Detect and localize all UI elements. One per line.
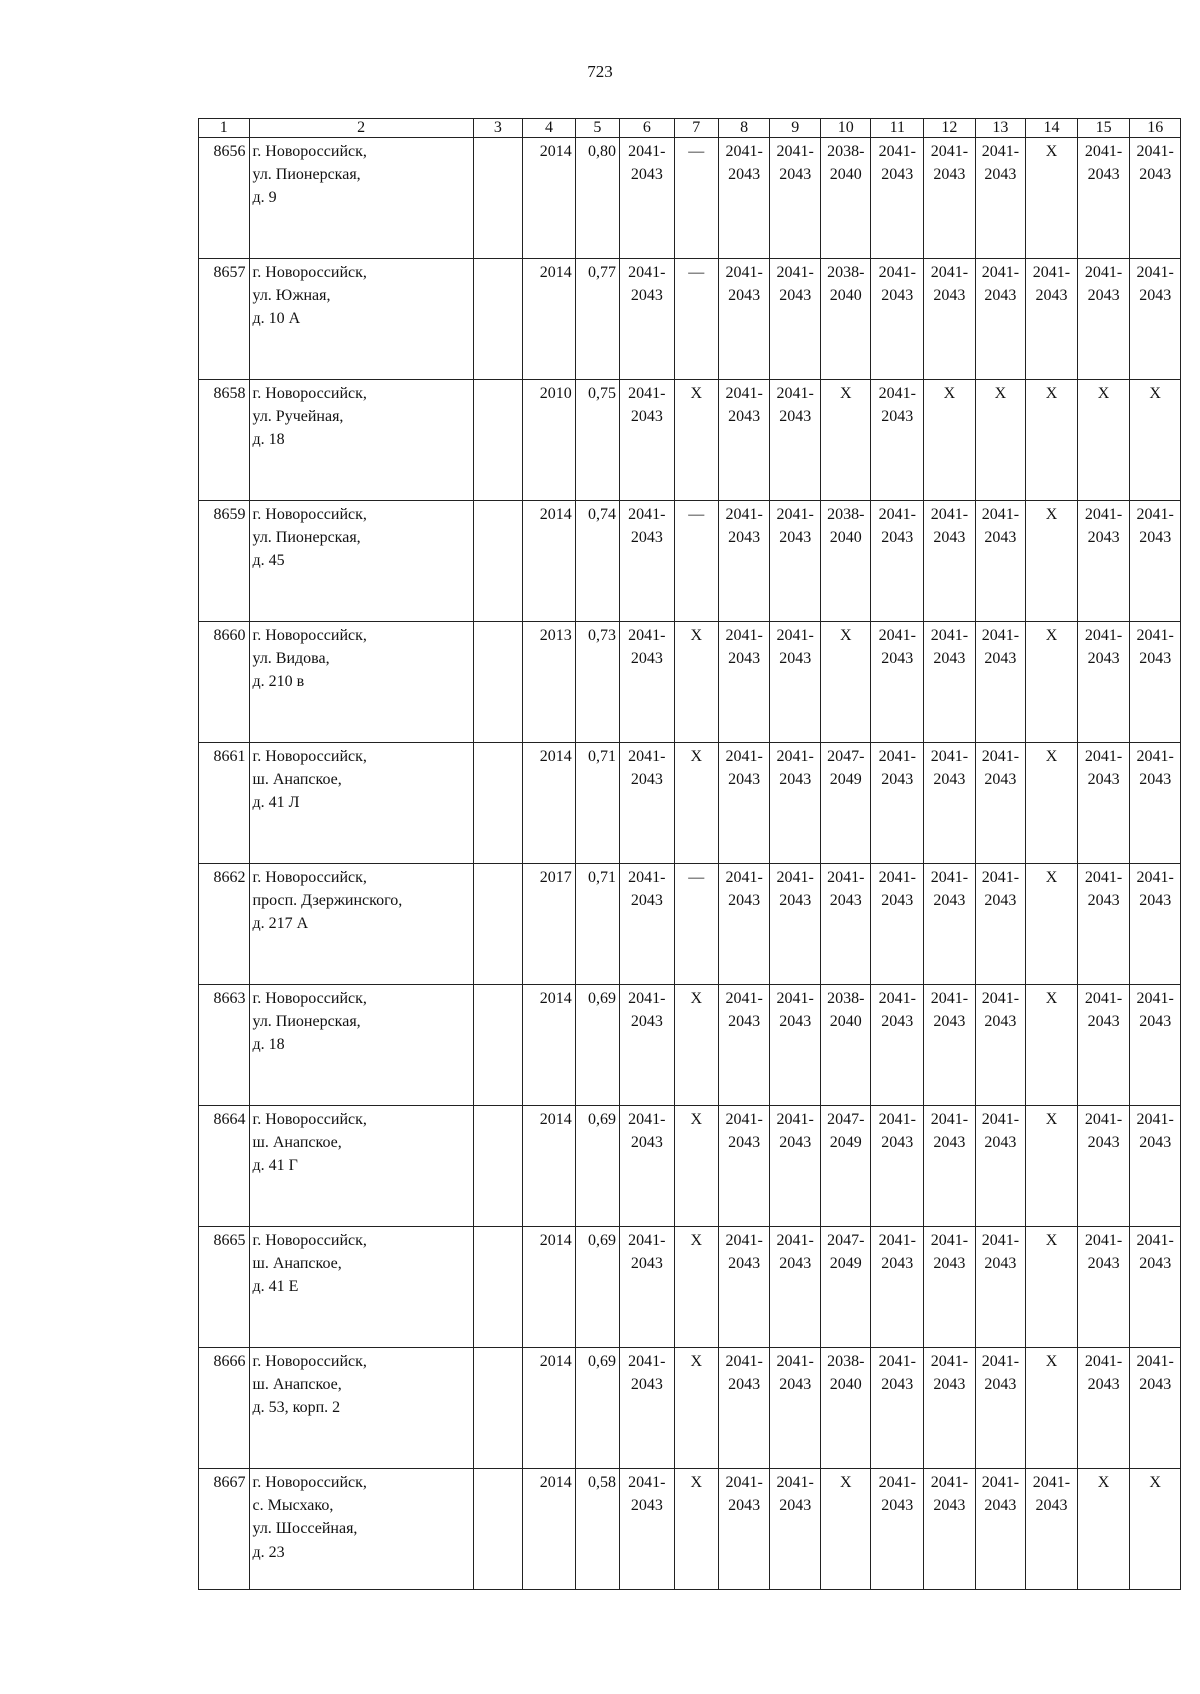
period-cell: 2041- 2043 [975,743,1026,864]
address-line: г. Новороссийск, [252,264,367,281]
period-cell: 2041- 2043 [770,1348,821,1469]
year-cell: 2014 [523,501,576,622]
value-cell: X [820,1469,871,1590]
value-cell [473,864,522,985]
period-cell: 2047- 2049 [820,1227,871,1348]
column-header-11: 11 [871,119,924,138]
value-cell: X [674,622,718,743]
period-cell: 2041- 2043 [924,985,976,1106]
value-cell: X [1026,864,1078,985]
period-cell: 2047- 2049 [820,1106,871,1227]
address-line: ул. Пионерская, [252,166,361,184]
period-cell: 2041- 2043 [975,1227,1026,1348]
period-cell: 2041- 2043 [924,1106,976,1227]
period-cell: 2041- 2043 [1130,622,1181,743]
period-cell: 2041- 2043 [619,743,674,864]
address-cell [249,380,473,501]
table-row [199,1348,1181,1469]
row-number: 8663 [199,985,250,1106]
wear-cell: 0,77 [575,259,619,380]
period-cell: 2041- 2043 [924,1227,976,1348]
period-cell: 2041- 2043 [871,501,924,622]
value-cell: X [1026,138,1078,259]
page-number: 723 [587,62,613,81]
period-cell: 2041- 2043 [770,1227,821,1348]
period-cell: 2041- 2043 [718,864,770,985]
value-cell: X [1026,501,1078,622]
value-cell: X [1077,1469,1130,1590]
address-cell [249,864,473,985]
column-header-12: 12 [924,119,976,138]
period-cell: 2041- 2043 [1130,864,1181,985]
value-cell: X [674,380,718,501]
year-cell: 2014 [523,1348,576,1469]
period-cell: 2041- 2043 [619,380,674,501]
period-cell: 2041- 2043 [1026,259,1078,380]
address-line: г. Новороссийск, [252,1111,367,1128]
value-cell [473,1106,522,1227]
period-cell: 2041- 2043 [619,1106,674,1227]
period-cell: 2041- 2043 [1077,743,1130,864]
wear-cell: 0,74 [575,501,619,622]
table-row [199,985,1181,1106]
period-cell: 2041- 2043 [1130,138,1181,259]
wear-cell: 0,58 [575,1469,619,1590]
year-cell: 2017 [523,864,576,985]
period-cell: 2041- 2043 [1130,501,1181,622]
period-cell: 2041- 2043 [770,259,821,380]
address-line: д. 45 [252,552,285,570]
address-line: г. Новороссийск, [252,627,367,644]
period-cell: 2041- 2043 [718,1106,770,1227]
address-line: д. 23 [252,1543,285,1561]
period-cell: 2041- 2043 [1130,1106,1181,1227]
header-row [199,119,1181,138]
column-header-16: 16 [1130,119,1181,138]
period-cell: 2041- 2043 [718,1348,770,1469]
year-cell: 2014 [523,1469,576,1590]
period-cell: 2041- 2043 [619,259,674,380]
wear-cell: 0,69 [575,1348,619,1469]
period-cell: 2041- 2043 [871,743,924,864]
table-body [199,138,1181,1590]
period-cell: 2041- 2043 [770,380,821,501]
period-cell: 2041- 2043 [1130,1348,1181,1469]
period-cell: 2041- 2043 [924,259,976,380]
year-cell: 2014 [523,259,576,380]
period-cell: 2041- 2043 [975,501,1026,622]
period-cell: 2041- 2043 [770,138,821,259]
period-cell: 2041- 2043 [975,622,1026,743]
period-cell: 2038- 2040 [820,259,871,380]
year-cell: 2014 [523,985,576,1106]
table-row [199,1227,1181,1348]
year-cell: 2014 [523,1106,576,1227]
period-cell: 2041- 2043 [718,622,770,743]
address-line: д. 53, корп. 2 [252,1399,341,1417]
period-cell: 2041- 2043 [770,1106,821,1227]
column-header-6: 6 [619,119,674,138]
address-line: ул. Южная, [252,287,331,305]
address-line: д. 9 [252,189,277,207]
value-cell: X [1026,743,1078,864]
period-cell: 2041- 2043 [871,380,924,501]
period-cell: 2041- 2043 [1077,985,1130,1106]
period-cell: 2041- 2043 [1077,259,1130,380]
address-line: г. Новороссийск, [252,385,367,402]
value-cell: X [674,985,718,1106]
period-cell: 2041- 2043 [1130,985,1181,1106]
address-cell [249,259,473,380]
period-cell: 2041- 2043 [770,985,821,1106]
period-cell: 2041- 2043 [975,1348,1026,1469]
wear-cell: 0,69 [575,1106,619,1227]
period-cell: 2041- 2043 [975,985,1026,1106]
value-cell: X [1130,1469,1181,1590]
row-number: 8657 [199,259,250,380]
value-cell: X [674,1227,718,1348]
row-number: 8667 [199,1469,250,1590]
address-line: д. 18 [252,431,285,449]
column-header-14: 14 [1026,119,1078,138]
column-header-10: 10 [820,119,871,138]
column-header-7: 7 [674,119,718,138]
period-cell: 2041- 2043 [871,864,924,985]
year-cell: 2014 [523,1227,576,1348]
row-number: 8658 [199,380,250,501]
period-cell: 2038- 2040 [820,138,871,259]
address-line: ул. Видова, [252,650,330,668]
address-line: ш. Анапское, [252,1255,342,1273]
table-row [199,864,1181,985]
period-cell: 2041- 2043 [619,138,674,259]
row-number: 8656 [199,138,250,259]
value-cell: X [674,743,718,864]
period-cell: 2041- 2043 [619,1348,674,1469]
wear-cell: 0,71 [575,864,619,985]
value-cell: X [674,1106,718,1227]
address-line: г. Новороссийск, [252,990,367,1007]
period-cell: 2041- 2043 [619,622,674,743]
address-line: с. Мысхако, [252,1497,334,1515]
period-cell: 2038- 2040 [820,501,871,622]
address-line: д. 41 Л [252,794,300,812]
column-header-9: 9 [770,119,821,138]
period-cell: 2041- 2043 [924,1469,976,1590]
value-cell: X [674,1469,718,1590]
period-cell: 2041- 2043 [718,380,770,501]
period-cell: 2041- 2043 [718,743,770,864]
address-line: г. Новороссийск, [252,748,367,765]
period-cell: 2038- 2040 [820,1348,871,1469]
table-row [199,622,1181,743]
column-header-1: 1 [199,119,250,138]
address-line: г. Новороссийск, [252,506,367,523]
period-cell: 2041- 2043 [619,985,674,1106]
value-cell [473,380,522,501]
wear-cell: 0,80 [575,138,619,259]
value-cell: X [1130,380,1181,501]
table-row [199,1106,1181,1227]
address-line: д. 217 А [252,915,309,933]
period-cell: 2041- 2043 [619,864,674,985]
address-line: г. Новороссийск, [252,1232,367,1249]
period-cell: 2041- 2043 [871,138,924,259]
value-cell: X [1026,622,1078,743]
row-number: 8662 [199,864,250,985]
period-cell: 2041- 2043 [924,864,976,985]
period-cell: 2041- 2043 [871,259,924,380]
address-line: ул. Пионерская, [252,529,361,547]
value-cell: X [924,380,976,501]
value-cell [473,259,522,380]
period-cell: 2041- 2043 [975,864,1026,985]
period-cell: 2041- 2043 [1077,622,1130,743]
value-cell [473,1469,522,1590]
period-cell: 2041- 2043 [871,1106,924,1227]
address-cell [249,1227,473,1348]
period-cell: 2041- 2043 [975,138,1026,259]
table-row [199,138,1181,259]
value-cell: X [1077,380,1130,501]
column-header-4: 4 [523,119,576,138]
period-cell: 2041- 2043 [924,138,976,259]
value-cell: — [674,138,718,259]
period-cell: 2041- 2043 [1077,1227,1130,1348]
value-cell [473,1227,522,1348]
period-cell: 2041- 2043 [1130,743,1181,864]
registry-table [198,118,1181,1590]
period-cell: 2041- 2043 [924,501,976,622]
column-header-3: 3 [473,119,522,138]
table-row [199,1469,1181,1590]
wear-cell: 0,73 [575,622,619,743]
address-line: д. 210 в [252,673,305,691]
period-cell: 2041- 2043 [770,1469,821,1590]
row-number: 8661 [199,743,250,864]
period-cell: 2041- 2043 [871,1227,924,1348]
period-cell: 2041- 2043 [619,501,674,622]
period-cell: 2041- 2043 [1077,1348,1130,1469]
address-cell [249,501,473,622]
wear-cell: 0,71 [575,743,619,864]
value-cell: X [820,380,871,501]
period-cell: 2041- 2043 [1026,1469,1078,1590]
value-cell [473,743,522,864]
period-cell: 2038- 2040 [820,985,871,1106]
period-cell: 2041- 2043 [924,622,976,743]
table-row [199,501,1181,622]
period-cell: 2041- 2043 [619,1227,674,1348]
value-cell: — [674,259,718,380]
period-cell: 2041- 2043 [718,1227,770,1348]
address-line: ш. Анапское, [252,1134,342,1152]
address-cell [249,1106,473,1227]
value-cell [473,501,522,622]
address-cell [249,1469,473,1590]
address-cell [249,138,473,259]
address-line: д. 18 [252,1036,285,1054]
period-cell: 2041- 2043 [718,1469,770,1590]
period-cell: 2041- 2043 [1077,501,1130,622]
period-cell: 2041- 2043 [619,1469,674,1590]
period-cell: 2041- 2043 [1077,864,1130,985]
year-cell: 2010 [523,380,576,501]
address-line: просп. Дзержинского, [252,892,403,910]
period-cell: 2041- 2043 [871,985,924,1106]
address-line: ул. Ручейная, [252,408,344,426]
period-cell: 2041- 2043 [871,622,924,743]
period-cell: 2041- 2043 [924,1348,976,1469]
address-line: ш. Анапское, [252,1376,342,1394]
period-cell: 2041- 2043 [718,259,770,380]
value-cell: X [975,380,1026,501]
year-cell: 2014 [523,138,576,259]
value-cell: X [1026,1227,1078,1348]
period-cell: 2041- 2043 [871,1348,924,1469]
address-cell [249,743,473,864]
row-number: 8665 [199,1227,250,1348]
address-line: д. 10 А [252,310,301,328]
period-cell: 2041- 2043 [718,501,770,622]
address-line: г. Новороссийск, [252,1353,367,1370]
column-header-5: 5 [575,119,619,138]
period-cell: 2041- 2043 [718,985,770,1106]
period-cell: 2041- 2043 [770,501,821,622]
value-cell: X [820,622,871,743]
address-line: д. 41 Е [252,1278,299,1296]
value-cell: X [1026,1106,1078,1227]
value-cell: — [674,864,718,985]
wear-cell: 0,69 [575,1227,619,1348]
column-header-13: 13 [975,119,1026,138]
table-row [199,259,1181,380]
year-cell: 2013 [523,622,576,743]
year-cell: 2014 [523,743,576,864]
row-number: 8660 [199,622,250,743]
table-row [199,743,1181,864]
wear-cell: 0,69 [575,985,619,1106]
address-line: ул. Шоссейная, [252,1520,358,1538]
address-line: г. Новороссийск, [252,143,367,160]
value-cell [473,622,522,743]
address-line: д. 41 Г [252,1157,298,1175]
row-number: 8659 [199,501,250,622]
period-cell: 2041- 2043 [1077,138,1130,259]
period-cell: 2041- 2043 [1077,1106,1130,1227]
address-line: ул. Пионерская, [252,1013,361,1031]
period-cell: 2041- 2043 [718,138,770,259]
table-row [199,380,1181,501]
address-cell [249,985,473,1106]
period-cell: 2047- 2049 [820,743,871,864]
period-cell: 2041- 2043 [975,259,1026,380]
column-header-8: 8 [718,119,770,138]
value-cell [473,1348,522,1469]
column-header-2: 2 [249,119,473,138]
column-header-15: 15 [1077,119,1130,138]
address-cell [249,1348,473,1469]
value-cell: X [1026,380,1078,501]
period-cell: 2041- 2043 [770,622,821,743]
period-cell: 2041- 2043 [924,743,976,864]
period-cell: 2041- 2043 [1130,259,1181,380]
address-cell [249,622,473,743]
period-cell: 2041- 2043 [770,743,821,864]
value-cell: — [674,501,718,622]
value-cell [473,138,522,259]
period-cell: 2041- 2043 [820,864,871,985]
address-line: ш. Анапское, [252,771,342,789]
value-cell: X [674,1348,718,1469]
address-line: г. Новороссийск, [252,869,367,886]
value-cell [473,985,522,1106]
period-cell: 2041- 2043 [975,1106,1026,1227]
period-cell: 2041- 2043 [1130,1227,1181,1348]
address-line: г. Новороссийск, [252,1474,367,1491]
period-cell: 2041- 2043 [871,1469,924,1590]
period-cell: 2041- 2043 [975,1469,1026,1590]
wear-cell: 0,75 [575,380,619,501]
value-cell: X [1026,985,1078,1106]
row-number: 8664 [199,1106,250,1227]
value-cell: X [1026,1348,1078,1469]
period-cell: 2041- 2043 [770,864,821,985]
row-number: 8666 [199,1348,250,1469]
